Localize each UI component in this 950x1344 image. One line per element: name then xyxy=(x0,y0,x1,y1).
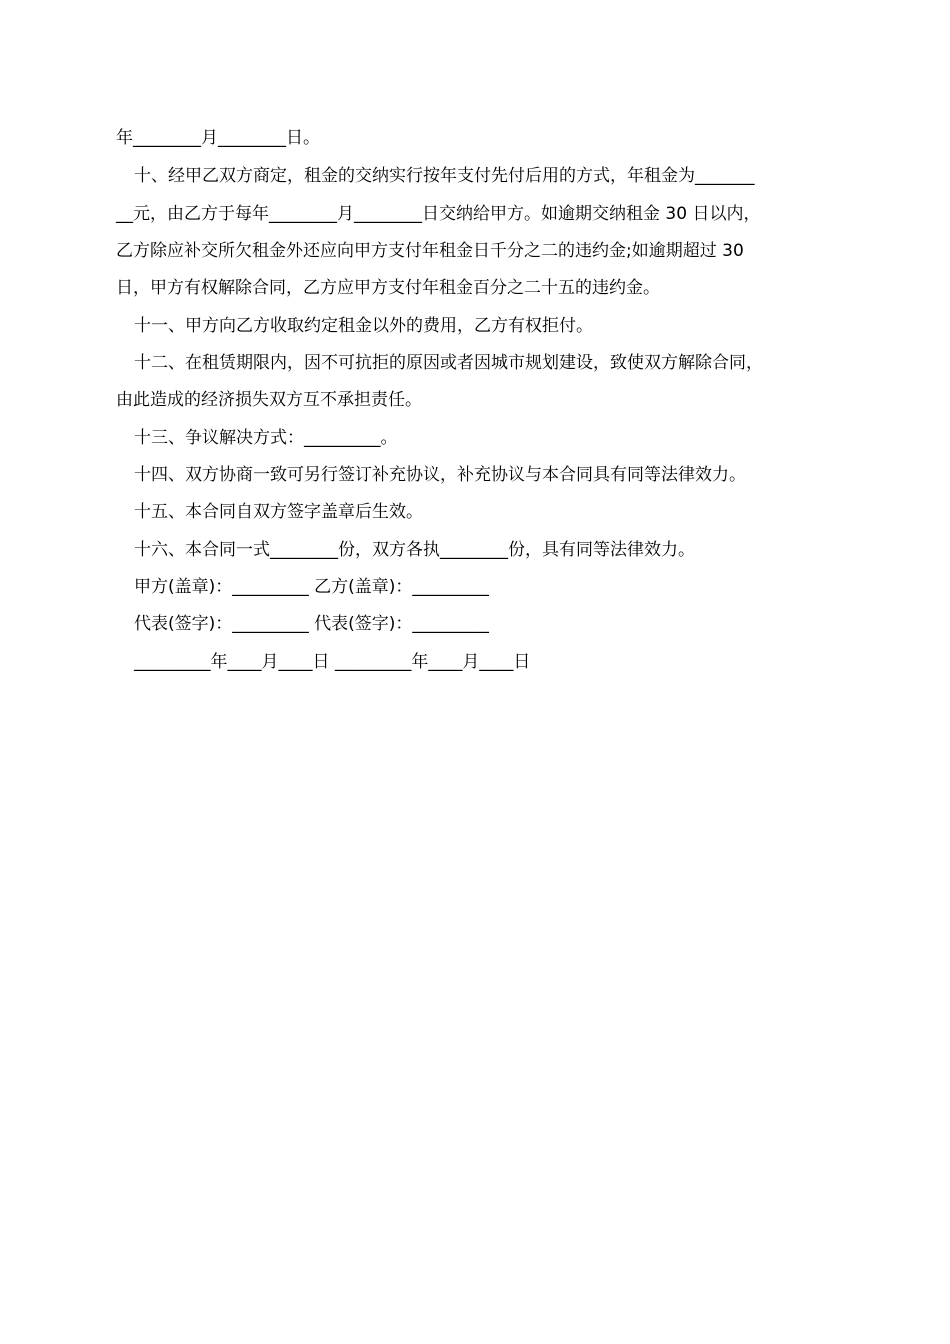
clause-16: 十六、本合同一式________份，双方各执________份，具有同等法律效力。 xyxy=(134,540,695,560)
clause-15: 十五、本合同自双方签字盖章后生效。 xyxy=(134,502,423,522)
clause-10-line-3: 乙方除应补交所欠租金外还应向甲方支付年租金日千分之二的违约金;如逾期超过 30 xyxy=(116,241,744,261)
clause-14: 十四、双方协商一致可另行签订补充协议，补充协议与本合同具有同等法律效力。 xyxy=(134,465,746,485)
clause-10-line-1: 十、经甲乙双方商定，租金的交纳实行按年支付先付后用的方式，年租金为_______ xyxy=(134,166,755,186)
date-fragment-line: 年________月________日。 xyxy=(116,128,320,148)
clause-10-line-4: 日，甲方有权解除合同，乙方应甲方支付年租金百分之二十五的违约金。 xyxy=(116,278,660,298)
clause-13: 十三、争议解决方式：_________。 xyxy=(134,428,398,448)
clause-12-line-1: 十二、在租赁期限内，因不可抗拒的原因或者因城市规划建设，致使双方解除合同， xyxy=(134,353,763,373)
seal-line: 甲方(盖章)：_________ 乙方(盖章)：_________ xyxy=(134,577,489,597)
signature-line: 代表(签字)：_________ 代表(签字)：_________ xyxy=(134,614,489,634)
clause-10-line-2: __元，由乙方于每年________月________日交纳给甲方。如逾期交纳租金 30 日以内， xyxy=(116,204,761,224)
clause-12-line-2: 由此造成的经济损失双方互不承担责任。 xyxy=(116,390,422,410)
clause-11: 十一、甲方向乙方收取约定租金以外的费用，乙方有权拒付。 xyxy=(134,316,593,336)
signing-date-line: _________年____月____日 _________年____月____日 xyxy=(134,652,531,672)
